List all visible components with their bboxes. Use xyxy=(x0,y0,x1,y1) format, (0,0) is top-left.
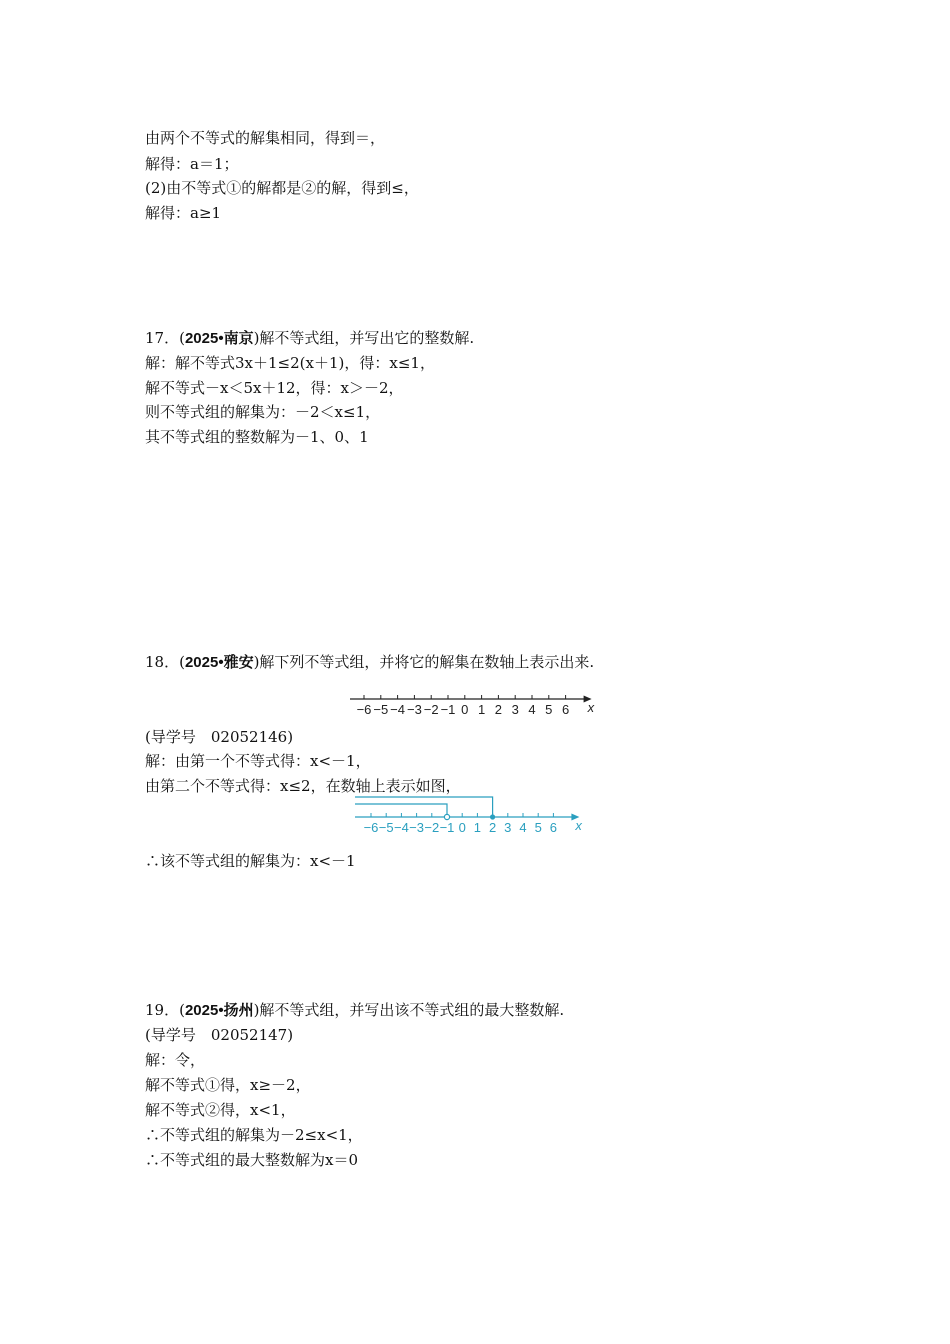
tick-label: −2 xyxy=(424,820,440,835)
tick-label: −2 xyxy=(423,702,439,717)
solution-line: (2)由不等式①的解都是②的解，得到≤， xyxy=(145,179,419,197)
solution-line: 解不等式②得，x<1， xyxy=(145,1101,296,1119)
reference-number: (导学号 02052147) xyxy=(145,1026,294,1044)
solution-line: 解：由第一个不等式得：x<－1， xyxy=(145,752,371,770)
solution-line: ∴不等式组的最大整数解为x＝0 xyxy=(145,1151,359,1169)
solution-line: ∴不等式组的解集为－2≤x<1， xyxy=(145,1126,363,1144)
tick-label: 0 xyxy=(461,702,469,717)
tick-label: 5 xyxy=(534,820,542,835)
open-endpoint xyxy=(444,814,449,819)
question-17-heading xyxy=(145,328,474,349)
axis-variable-label: x xyxy=(575,818,582,833)
solution-line: 其不等式组的整数解为－1、0、1 xyxy=(145,428,369,446)
question-19-heading xyxy=(145,1000,564,1021)
tick-label: 2 xyxy=(494,702,503,717)
tick-label: −4 xyxy=(393,820,409,835)
tick-label: −6 xyxy=(356,702,372,717)
tick-label: 4 xyxy=(528,702,536,717)
tick-label: 4 xyxy=(519,820,527,835)
tick-label: −6 xyxy=(363,820,379,835)
question-text: )解不等式组，并写出该不等式组的最大整数解. xyxy=(253,1001,565,1019)
number-line-solution xyxy=(355,795,595,835)
solution-line: 解：令， xyxy=(145,1051,206,1069)
question-number: 17．( xyxy=(145,329,185,347)
question-number: 19．( xyxy=(145,1001,185,1019)
solution-line: 解得：a≥1 xyxy=(145,204,222,222)
solution-line: 由两个不等式的解集相同，得到＝， xyxy=(145,129,386,147)
question-text: )解下列不等式组，并将它的解集在数轴上表示出来. xyxy=(253,653,595,671)
question-text: )解不等式组，并写出它的整数解. xyxy=(253,329,475,347)
tick-label: 6 xyxy=(561,702,570,717)
tick-label: 2 xyxy=(488,820,497,835)
axis-variable-label: x xyxy=(587,700,595,715)
question-number: 18．( xyxy=(145,653,185,671)
source-tag: 2025•扬州 xyxy=(184,1002,254,1019)
solution-line: 则不等式组的解集为：－2＜x≤1， xyxy=(145,403,381,421)
number-line-blank xyxy=(350,690,600,724)
tick-label: −1 xyxy=(440,702,456,717)
tick-label: 1 xyxy=(477,702,486,717)
tick-label: 0 xyxy=(458,820,466,835)
solution-line: 由第二个不等式得：x≤2，在数轴上表示如图， xyxy=(145,777,461,795)
tick-label: 5 xyxy=(545,702,553,717)
tick-label: 6 xyxy=(549,820,558,835)
source-tag: 2025•南京 xyxy=(184,330,254,347)
solution-line: 解得：a＝1； xyxy=(145,155,239,173)
tick-label: −3 xyxy=(409,820,425,835)
tick-label: 3 xyxy=(511,702,519,717)
solution-line: ∴该不等式组的解集为：x<－1 xyxy=(145,852,356,870)
solution-ray-le-2 xyxy=(355,797,493,817)
source-tag: 2025•雅安 xyxy=(184,654,254,671)
tick-label: −4 xyxy=(390,702,406,717)
reference-number: (导学号 02052146) xyxy=(145,728,294,746)
question-18-heading xyxy=(145,652,594,673)
tick-label: 3 xyxy=(504,820,512,835)
tick-label: −1 xyxy=(439,820,455,835)
solution-line: 解不等式－x＜5x＋12，得：x＞－2， xyxy=(145,379,404,397)
tick-label: −5 xyxy=(373,702,389,717)
tick-label: 1 xyxy=(473,820,482,835)
tick-label: −3 xyxy=(406,702,422,717)
tick-label: −5 xyxy=(378,820,394,835)
closed-endpoint xyxy=(490,814,495,819)
solution-line: 解：解不等式3x＋1≤2(x＋1)，得：x≤1， xyxy=(145,354,435,372)
solution-line: 解不等式①得，x≥－2， xyxy=(145,1076,311,1094)
